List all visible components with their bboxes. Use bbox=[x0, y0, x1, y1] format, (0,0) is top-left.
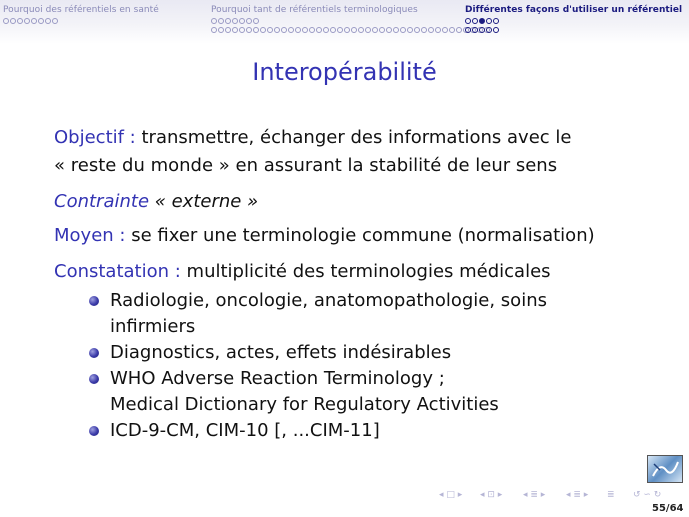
list-item-line2: infirmiers bbox=[110, 316, 196, 337]
bullet-ball-icon bbox=[89, 348, 99, 358]
list-item-line1: Diagnostics, actes, effets indésirables bbox=[110, 342, 452, 363]
nav-dot[interactable] bbox=[246, 18, 252, 24]
nav-dot[interactable] bbox=[267, 27, 273, 33]
nav-dot[interactable] bbox=[393, 27, 399, 33]
logo-emblem-icon bbox=[648, 456, 682, 482]
nav-toc-icon[interactable]: ≣ bbox=[607, 490, 615, 500]
nav-dot[interactable] bbox=[421, 27, 427, 33]
nav-dot[interactable] bbox=[330, 27, 336, 33]
nav-dot[interactable] bbox=[281, 27, 287, 33]
nav-dot[interactable] bbox=[288, 27, 294, 33]
nav-dot-current[interactable] bbox=[479, 18, 485, 24]
nav-section-label: Différentes façons d'utiliser un référentiel bbox=[465, 5, 683, 15]
nav-dot[interactable] bbox=[17, 18, 23, 24]
nav-dot[interactable] bbox=[379, 27, 385, 33]
nav-dot[interactable] bbox=[493, 27, 499, 33]
list-item bbox=[110, 288, 674, 340]
nav-dots-row bbox=[465, 26, 682, 34]
nav-dot[interactable] bbox=[274, 27, 280, 33]
terminologies-list bbox=[54, 288, 674, 444]
contrainte-block bbox=[54, 188, 674, 216]
nav-dot[interactable] bbox=[428, 27, 434, 33]
nav-dot[interactable] bbox=[351, 27, 357, 33]
nav-dot[interactable] bbox=[246, 27, 252, 33]
contrainte-term: Contrainte bbox=[54, 191, 150, 212]
objectif-term: Objectif : bbox=[54, 127, 136, 148]
nav-dot[interactable] bbox=[225, 18, 231, 24]
nav-dot[interactable] bbox=[253, 27, 259, 33]
nav-dot[interactable] bbox=[10, 18, 16, 24]
nav-dots-row bbox=[3, 17, 159, 25]
nav-dot[interactable] bbox=[465, 27, 471, 33]
nav-dot[interactable] bbox=[472, 27, 478, 33]
nav-dot[interactable] bbox=[456, 27, 462, 33]
bullet-ball-icon bbox=[89, 426, 99, 436]
constatation-term: Constatation : bbox=[54, 261, 181, 282]
institution-logo bbox=[647, 455, 683, 483]
list-item bbox=[110, 418, 674, 444]
page-number: 55/64 bbox=[652, 503, 684, 514]
nav-dot[interactable] bbox=[316, 27, 322, 33]
nav-section-label: Pourquoi tant de référentiels terminologiques bbox=[211, 5, 418, 15]
moyen-block bbox=[54, 222, 674, 250]
nav-dot[interactable] bbox=[309, 27, 315, 33]
list-item bbox=[110, 340, 674, 366]
nav-dot[interactable] bbox=[486, 27, 492, 33]
nav-dot[interactable] bbox=[449, 27, 455, 33]
nav-dot[interactable] bbox=[400, 27, 406, 33]
nav-dot[interactable] bbox=[232, 18, 238, 24]
nav-dot[interactable] bbox=[239, 18, 245, 24]
nav-frame-arrows-icon[interactable]: ◂ □ ▸ bbox=[439, 490, 463, 500]
nav-dots-row bbox=[465, 17, 682, 25]
nav-section-arrows-icon[interactable]: ◂ ≣ ▸ bbox=[523, 490, 546, 500]
nav-dot[interactable] bbox=[372, 27, 378, 33]
bullet-ball-icon bbox=[89, 296, 99, 306]
nav-dot[interactable] bbox=[253, 18, 259, 24]
nav-dot[interactable] bbox=[24, 18, 30, 24]
nav-dot[interactable] bbox=[472, 18, 478, 24]
nav-dot[interactable] bbox=[52, 18, 58, 24]
nav-dot[interactable] bbox=[386, 27, 392, 33]
objectif-text-line2: « reste du monde » en assurant la stabilité de leur sens bbox=[54, 155, 558, 176]
list-item-line1: ICD-9-CM, CIM-10 [, ...CIM-11] bbox=[110, 420, 380, 441]
nav-dot[interactable] bbox=[38, 18, 44, 24]
nav-dot[interactable] bbox=[218, 18, 224, 24]
nav-dot[interactable] bbox=[31, 18, 37, 24]
nav-dots-row bbox=[211, 17, 491, 25]
nav-dot[interactable] bbox=[239, 27, 245, 33]
nav-dots-row bbox=[211, 26, 491, 34]
nav-dot[interactable] bbox=[225, 27, 231, 33]
nav-document-arrows-icon[interactable]: ◂ ≣ ▸ bbox=[566, 490, 589, 500]
nav-dot[interactable] bbox=[3, 18, 9, 24]
nav-section-differentes-facons[interactable] bbox=[465, 5, 682, 34]
constatation-text: multiplicité des terminologies médicales bbox=[186, 261, 551, 282]
bullet-ball-icon bbox=[89, 374, 99, 384]
section-navigation-bar bbox=[0, 0, 689, 44]
list-item-line2: Medical Dictionary for Regulatory Activities bbox=[110, 394, 499, 415]
nav-section-label: Pourquoi des référentiels en santé bbox=[3, 5, 159, 15]
nav-section-pourquoi-referentiels[interactable] bbox=[3, 5, 159, 25]
nav-dot[interactable] bbox=[232, 27, 238, 33]
nav-dot[interactable] bbox=[344, 27, 350, 33]
list-item bbox=[110, 366, 674, 418]
list-item-line1: Radiologie, oncologie, anatomopathologie, soins bbox=[110, 290, 547, 311]
nav-dot[interactable] bbox=[323, 27, 329, 33]
nav-section-pourquoi-tant[interactable] bbox=[211, 5, 491, 34]
nav-dot[interactable] bbox=[465, 18, 471, 24]
nav-dot[interactable] bbox=[337, 27, 343, 33]
nav-dot[interactable] bbox=[365, 27, 371, 33]
moyen-term: Moyen : bbox=[54, 225, 126, 246]
objectif-block bbox=[54, 124, 674, 180]
nav-dot[interactable] bbox=[211, 18, 217, 24]
nav-dot[interactable] bbox=[414, 27, 420, 33]
list-item-line1: WHO Adverse Reaction Terminology ; bbox=[110, 368, 445, 389]
nav-dot[interactable] bbox=[45, 18, 51, 24]
nav-search-back-forward-icon[interactable]: ↺ ∽ ↻ bbox=[633, 490, 662, 500]
objectif-text-line1: transmettre, échanger des informations avec le bbox=[141, 127, 572, 148]
nav-dot[interactable] bbox=[493, 18, 499, 24]
nav-dot[interactable] bbox=[442, 27, 448, 33]
nav-dot[interactable] bbox=[479, 27, 485, 33]
nav-dot[interactable] bbox=[295, 27, 301, 33]
constatation-block bbox=[54, 258, 674, 286]
nav-dot[interactable] bbox=[302, 27, 308, 33]
nav-dot[interactable] bbox=[358, 27, 364, 33]
slide-body bbox=[54, 124, 674, 444]
nav-dot[interactable] bbox=[218, 27, 224, 33]
nav-dot[interactable] bbox=[486, 18, 492, 24]
slide-title: Interopérabilité bbox=[252, 58, 437, 86]
nav-dot[interactable] bbox=[407, 27, 413, 33]
nav-dot[interactable] bbox=[260, 27, 266, 33]
nav-dot[interactable] bbox=[435, 27, 441, 33]
nav-subsection-arrows-icon[interactable]: ◂ ⊡ ▸ bbox=[480, 490, 503, 500]
moyen-text: se fixer une terminologie commune (normalisation) bbox=[131, 225, 595, 246]
contrainte-text: « externe » bbox=[154, 191, 259, 212]
nav-dot[interactable] bbox=[211, 27, 217, 33]
